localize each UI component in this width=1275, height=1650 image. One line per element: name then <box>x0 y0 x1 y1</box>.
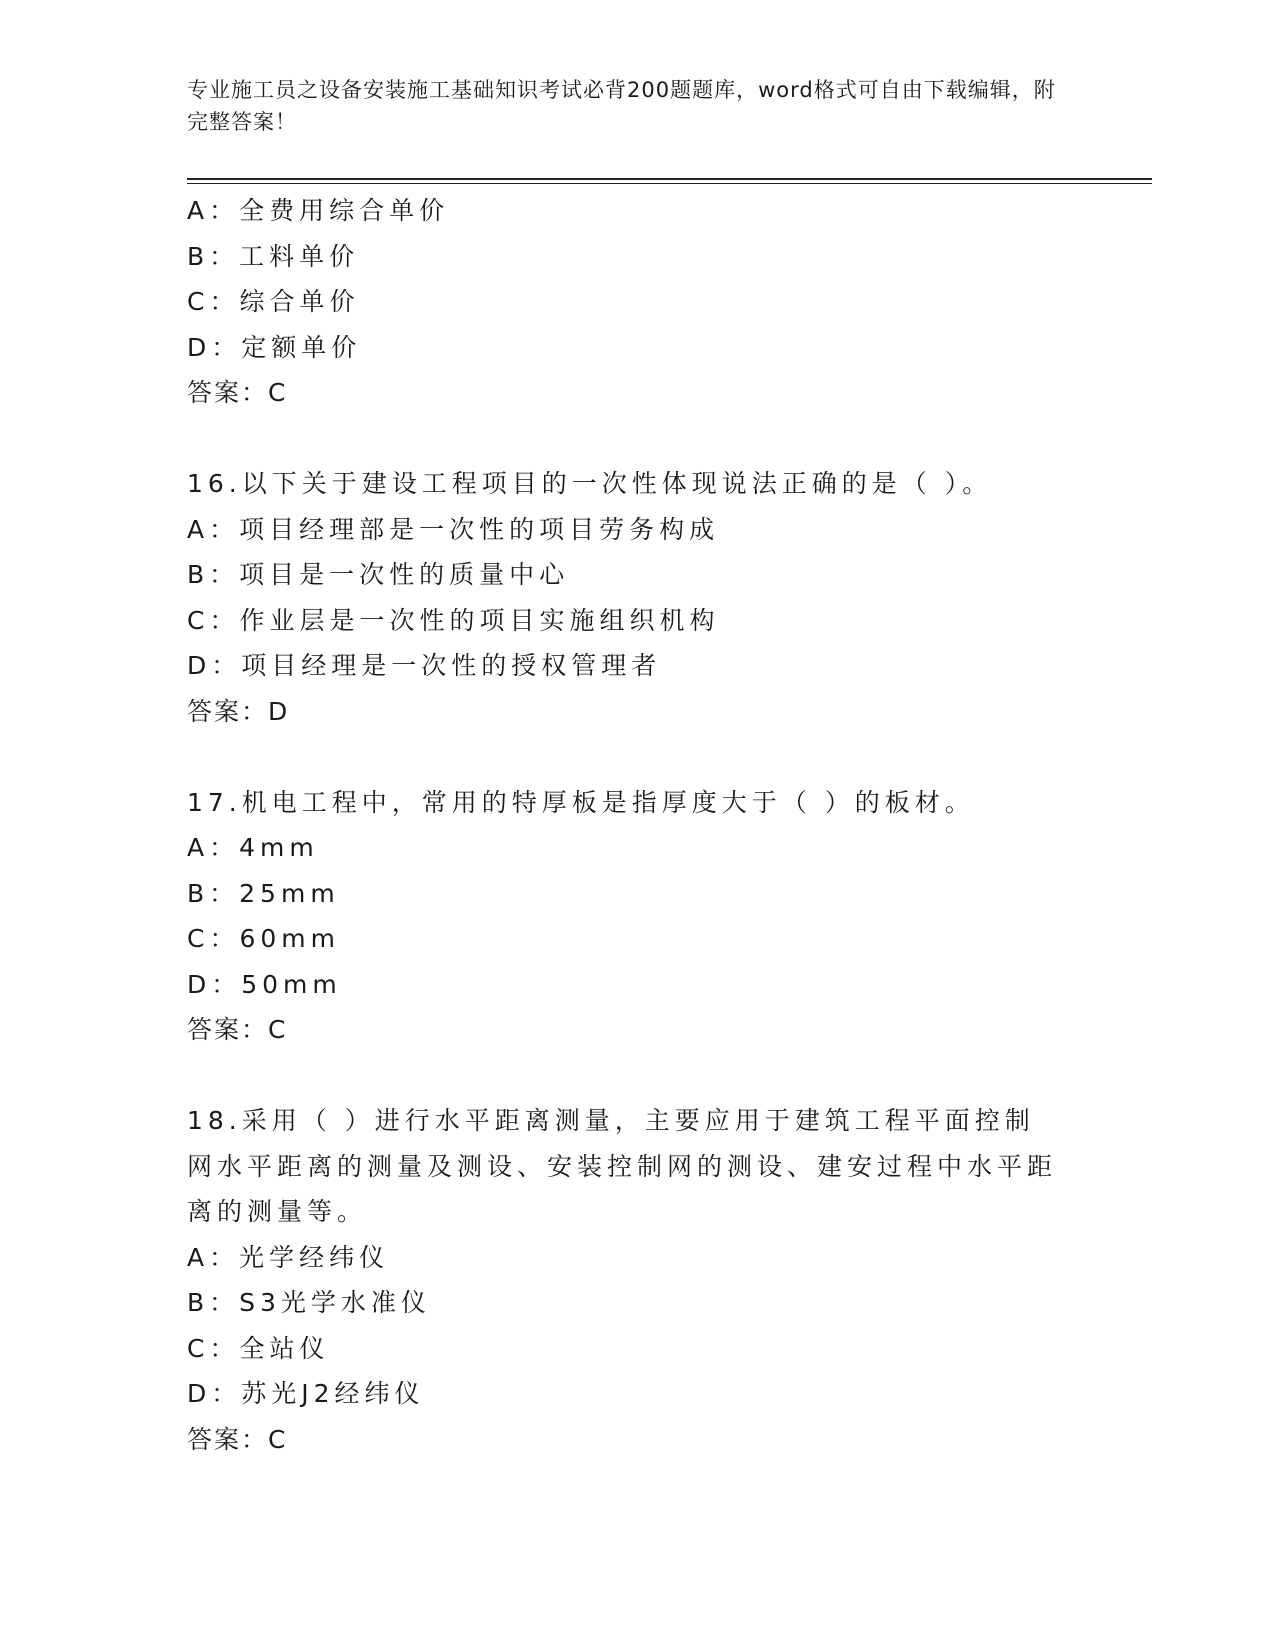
option-b: B：项目是一次性的质量中心 <box>187 560 570 589</box>
option-c: C：作业层是一次性的项目实施组织机构 <box>187 605 720 635</box>
answer: 答案：C <box>187 1424 288 1454</box>
option-d: D：50mm <box>187 969 342 999</box>
question-18 <box>187 1098 1067 1462</box>
answer: 答案：C <box>187 378 288 407</box>
document-header: 专业施工员之设备安装施工基础知识考试必背200题题库，word格式可自由下载编辑，附完整答案！ <box>187 78 1056 134</box>
question-list <box>187 188 1067 1462</box>
document-page <box>187 0 1152 1650</box>
question-15 <box>187 188 1067 416</box>
question-text: 18.采用（ ）进行水平距离测量，主要应用于建筑工程平面控制网水平距离的测量及测设、安装控制网的测设、建安过程中水平距离的测量等。 <box>187 1106 1058 1226</box>
spacer <box>187 416 1067 462</box>
option-a: A：光学经纬仪 <box>187 1242 390 1272</box>
option-d: D：定额单价 <box>187 332 362 362</box>
answer: 答案：C <box>187 1015 288 1044</box>
option-b: B：25mm <box>187 878 340 908</box>
option-a: A：4mm <box>187 833 319 862</box>
option-b: B：S3光学水准仪 <box>187 1288 431 1317</box>
option-b: B：工料单价 <box>187 241 360 271</box>
question-17 <box>187 780 1067 1053</box>
question-16 <box>187 461 1067 734</box>
option-d: D：项目经理是一次性的授权管理者 <box>187 651 662 680</box>
header-rule-thin <box>187 183 1152 184</box>
option-c: C：综合单价 <box>187 287 360 316</box>
question-text: 16.以下关于建设工程项目的一次性体现说法正确的是（ ）。 <box>187 469 993 498</box>
option-a: A：全费用综合单价 <box>187 196 450 225</box>
option-c: C：60mm <box>187 924 340 953</box>
spacer <box>187 734 1067 780</box>
spacer <box>187 1053 1067 1099</box>
option-d: D：苏光J2经纬仪 <box>187 1379 425 1408</box>
answer: 答案：D <box>187 696 290 726</box>
option-a: A：项目经理部是一次性的项目劳务构成 <box>187 514 720 544</box>
option-c: C：全站仪 <box>187 1333 330 1363</box>
header-rule-thick <box>187 178 1152 180</box>
question-text: 17.机电工程中，常用的特厚板是指厚度大于（ ）的板材。 <box>187 787 975 817</box>
